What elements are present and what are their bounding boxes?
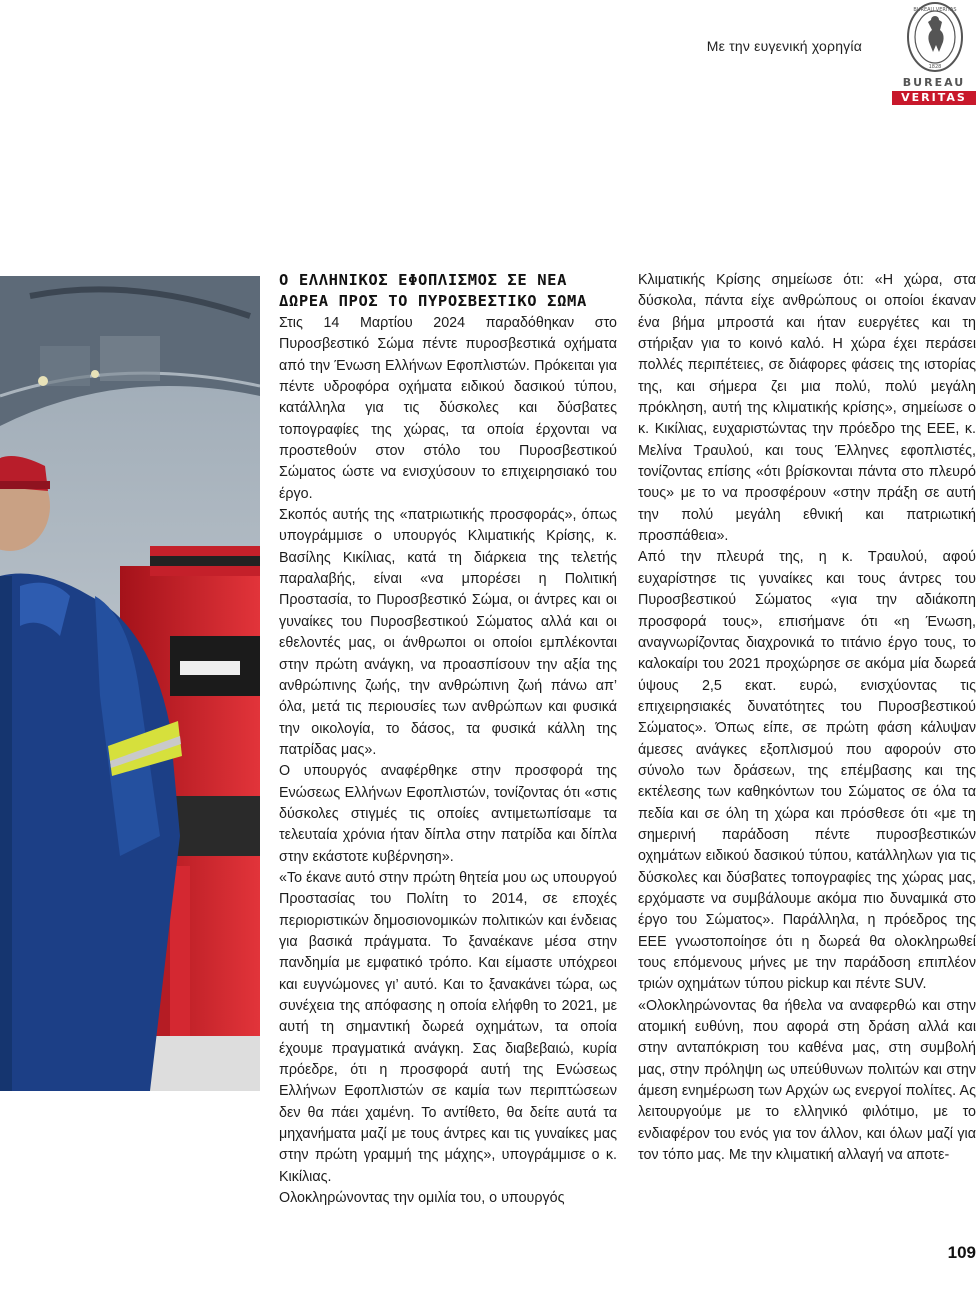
logo-word-bottom: VERITAS — [892, 91, 976, 105]
paragraph: Ολοκληρώνοντας την ομιλία του, ο υπουργός — [279, 1190, 565, 1207]
page-number: 109 — [947, 1243, 976, 1262]
article-column-1 — [279, 270, 617, 1209]
svg-text:BUREAU VERITAS: BUREAU VERITAS — [913, 7, 957, 13]
paragraph: Κλιματικής Κρίσης σημείωσε ότι: «Η χώρα, στα δύσκολα, πάντα είχε ανθρώπους οι οποίοι έκαναν ένα βήμα μπροστά και ήταν ευεργέτες και τη στήριξαν για το κοινό καλό. Η χώρα έχει περάσει πολλές περιπέτειες, σε διάφορες φάσεις της ιστορίας της, και σήμερα ζει μια πολύ, πολύ μεγάλη πρόκληση, αυτή της κλιματικής κρίσης», σημείωσε ο κ. Κικίλιας, ευχαριστώντας την πρόεδρο της ΕΕΕ, κ. Μελίνα Τραυλού, και τους Έλληνες εφοπλιστές, τονίζοντας επίσης «ότι βρίσκονται πάντα στο πλευρό τους» με το να προσφέρουν «στην πράξη σε αυτή την πολύ μεγάλη εθνική και πατριωτική προσπάθεια». — [638, 272, 976, 545]
seal-icon — [906, 0, 964, 74]
bureau-veritas-logo — [892, 0, 976, 106]
paragraph: «Ολοκληρώνοντας θα ήθελα να αναφερθώ και στην ατομική ευθύνη, που αφορά στη δράση αλλά και στην ανταπόκριση του καθένα μας, στη συμβολή μας, στην πρόληψη ως υπεύθυνων πολιτών και στην άμεση ενημέρωση των Αρχών ως ενεργοί πολίτες. Ας λειτουργούμε με το ελληνικό φιλότιμο, με το ενδιαφέρον του ενός για τον άλλον, και όλων μαζί για τον τόπο μας. Με την κλιματική αλλαγή να αποτε- — [638, 997, 976, 1164]
article-column-2 — [638, 270, 976, 1166]
paragraph: «Το έκανε αυτό στην πρώτη θητεία μου ως υπουργού Προστασίας του Πολίτη το 2014, σε εποχές περιοριστικών δημοσιονομικών πολιτικών και ένδειας για βασικά πράγματα. Το ξαναέκανε μέσα στην πανδημία με εμφατικό τρόπο. Και είμαστε υπόχρεοι και ευγνώμονες γι’ αυτό. Και το ξανακάνει τώρα, ως συνέχεια της απόφασης η οποία ελήφθη το 2021, με αυτή τη σημαντική δωρεά οχημάτων, τα οποία έχουμε πραγματικά ανάγκη. Σας διαβεβαιώ, κυρία πρόεδρε, ότι η προσφορά αυτή της Ενώσεως Ελλήνων Εφοπλιστών σε καμία των περιπτώσεων δεν θα πάει χαμένη. Το αντίθετο, θα δείτε αυτά τα μηχανήματα μαζί με τους άντρες και τις γυναίκες μας στην πρώτη γραμμή της μάχης», υπογράμμισε ο κ. Κικίλιας. — [279, 869, 617, 1185]
logo-word-top: BUREAU — [892, 76, 976, 90]
svg-text:1828: 1828 — [928, 64, 942, 70]
paragraph: Σκοπός αυτής της «πατριωτικής προσφοράς», όπως υπογράμμισε ο υπουργός Κλιματικής Κρίσης, κ. Βασίλης Κικίλιας, κατά τη διάρκεια της τελετής παραλαβής, είναι «να μπορέσει η Πολιτική Προστασία, το Πυροσβεστικό Σώμα, οι άντρες και οι γυναίκες του Πυροσβεστικού Σώματος αλλά και οι εθελοντές μας, οι άνθρωποι οι οποίοι εμπλέκονται στην πρώτη ανάγκη, να προασπίσουν την αξία της ανθρώπινης ζωής, την ανθρώπινη ζωή πάνω απ’ όλα, μετά τις περιουσίες των ανθρώπων και φυσικά την οικολογία, το δάσος, τα φυσικά κάλλη της πατρίδας μας». — [279, 507, 617, 758]
paragraph: Ο υπουργός αναφέρθηκε στην προσφορά της Ενώσεως Ελλήνων Εφοπλιστών, τονίζοντας ότι «στις δύσκολες στιγμές τις οποίες αντιμετωπίσαμε τα τελευταία χρόνια ήταν δίπλα στην πατρίδα και δίπλα στην εκάστοτε κυβέρνηση». — [279, 763, 617, 865]
paragraph: Στις 14 Μαρτίου 2024 παραδόθηκαν στο Πυροσβεστικό Σώμα πέντε πυροσβεστικά οχήματα από την Ένωση Ελλήνων Εφοπλιστών. Πρόκειται για πέντε υδροφόρα οχήματα ειδικού δασικού τύπου, κατάλληλα για τις δύσκολες και δύσβατες τοπογραφίες της χώρας, τα οποία έρχονται να προστεθούν στον στόλο του Πυροσβεστικού Σώματος ώστε να ενισχύσουν το επιχειρησιακό του έργο. — [279, 315, 617, 502]
photo-illustration — [0, 276, 260, 1091]
firefighter-photo — [0, 276, 260, 1091]
paragraph: Από την πλευρά της, η κ. Τραυλού, αφού ευχαρίστησε τις γυναίκες και τους άντρες του Πυροσβεστικού Σώματος «για την αδιάκοπη προσφορά τους», επισήμανε ότι «η Ένωση, αναγνωρίζοντας διαχρονικά το τιτάνιο έργο τους, το καλοκαίρι του 2021 προχώρησε σε ακόμα μία δωρεά ύψους 2,5 εκατ. ευρώ, ενισχύοντας τις επιχειρησιακές δυνατότητες του Πυροσβεστικού Σώματος». Όπως είπε, σε πρώτη φάση κάλυψαν άμεσες ανάγκες εξοπλισμού που αφορούν στο σύνολο των δράσεων, της επέμβασης και της εκτέλεσης των καθηκόντων του Σώματος σε όλα τα πεδία και σε όλη τη χώρα και πρόσθεσε ότι «με τη σημερινή παράδοση πέντε πυροσβεστικών οχημάτων ειδικού δασικού τύπου, κατάλληλων για τις δύσκολες και δύσβατες τοπογραφίες της χώρας μας, ερχόμαστε να συμβάλουμε ακόμα πιο δυναμικά στο έργο του Σώματος». Παράλληλα, η πρόεδρος της ΕΕΕ γνωστοποίησε ότι η δωρεά θα ολοκληρωθεί τους επόμενους μήνες με την παράδοση επιπλέον τριών οχημάτων τύπου pickup και πέντε SUV. — [638, 549, 976, 993]
sponsor-text: Με την ευγενική χορηγία — [706, 38, 862, 54]
article-title: Ο ΕΛΛΗΝΙΚΟΣ ΕΦΟΠΛΙΣΜΟΣ ΣΕ ΝΕΑ ΔΩΡΕΑ ΠΡΟΣ ΤΟ ΠΥΡΟΣΒΕΣΤΙΚΟ ΣΩΜΑ — [279, 271, 587, 310]
